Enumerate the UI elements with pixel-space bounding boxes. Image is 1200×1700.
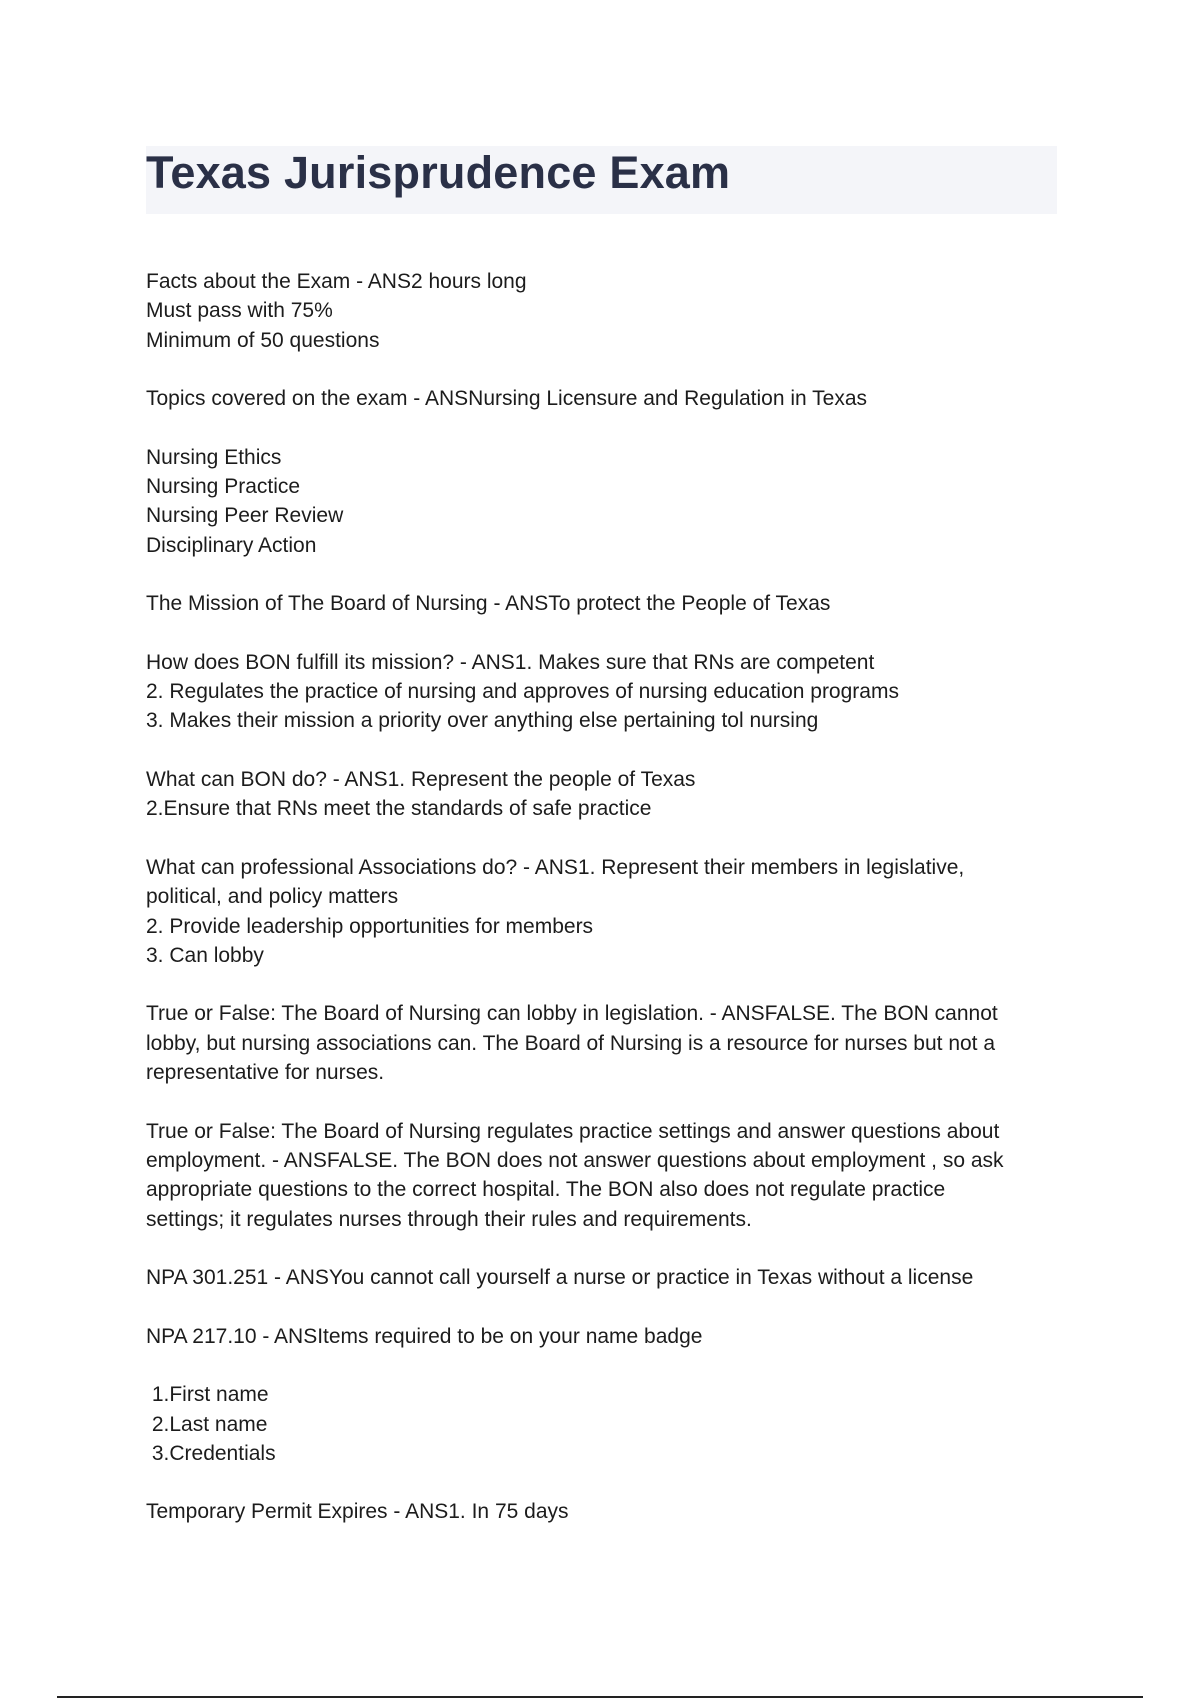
- text-line: 2.Last name: [146, 1412, 268, 1436]
- qa-entry: [146, 267, 1066, 355]
- text-line: Minimum of 50 questions: [146, 328, 380, 352]
- text-line: 2. Provide leadership opportunities for members: [146, 914, 594, 938]
- text-line: 3.Credentials: [146, 1441, 276, 1465]
- text-line: NPA 301.251 - ANSYou cannot call yourself a nurse or practice in Texas without a license: [146, 1266, 974, 1290]
- qa-entry: [146, 765, 1066, 824]
- text-line: NPA 217.10 - ANSItems required to be on your name badge: [146, 1324, 703, 1348]
- text-line: Nursing Ethics: [146, 445, 282, 469]
- text-line: Temporary Permit Expires - ANS1. In 75 days: [146, 1500, 569, 1524]
- qa-entry: [146, 1117, 1066, 1234]
- qa-entry: [146, 589, 1066, 618]
- page-bottom-rule: [57, 1696, 1143, 1698]
- text-line: True or False: The Board of Nursing regulates practice settings and answer questions about: [146, 1119, 1000, 1143]
- text-line: True or False: The Board of Nursing can lobby in legislation. - ANSFALSE. The BON cannot: [146, 1002, 998, 1026]
- qa-entry: [146, 853, 1066, 970]
- text-line: What can professional Associations do? - ANS1. Represent their members in legislative,: [146, 855, 965, 879]
- text-line: political, and policy matters: [146, 885, 399, 909]
- document-title: Texas Jurisprudence Exam: [146, 147, 731, 198]
- qa-entry: [146, 648, 1066, 736]
- text-line: appropriate questions to the correct hospital. The BON also does not regulate practice: [146, 1178, 946, 1202]
- qa-entry: [146, 1380, 1066, 1468]
- text-line: 3. Can lobby: [146, 943, 264, 967]
- text-line: 2.Ensure that RNs meet the standards of safe practice: [146, 797, 652, 821]
- text-line: Facts about the Exam - ANS2 hours long: [146, 270, 527, 293]
- text-line: Topics covered on the exam - ANSNursing Licensure and Regulation in Texas: [146, 387, 868, 411]
- text-line: 3. Makes their mission a priority over anything else pertaining tol nursing: [146, 709, 819, 733]
- text-line: Must pass with 75%: [146, 299, 333, 323]
- text-line: Nursing Practice: [146, 475, 301, 499]
- qa-entry: [146, 384, 1066, 413]
- text-line: How does BON fulfill its mission? - ANS1. Makes sure that RNs are competent: [146, 650, 875, 674]
- text-line: representative for nurses.: [146, 1061, 385, 1085]
- text-line: Nursing Peer Review: [146, 504, 344, 528]
- text-line: lobby, but nursing associations can. The Board of Nursing is a resource for nurses but not a: [146, 1031, 996, 1055]
- document-body: [146, 267, 1066, 1556]
- qa-entry: [146, 1322, 1066, 1351]
- text-line: settings; it regulates nurses through their rules and requirements.: [146, 1207, 752, 1231]
- text-line: 1.First name: [146, 1383, 269, 1407]
- qa-entry: [146, 443, 1066, 560]
- text-line: The Mission of The Board of Nursing - ANSTo protect the People of Texas: [146, 592, 831, 616]
- qa-entry: [146, 1497, 1066, 1526]
- qa-entry: [146, 1263, 1066, 1292]
- text-line: employment. - ANSFALSE. The BON does not answer questions about employment , so ask: [146, 1148, 1004, 1172]
- text-line: 2. Regulates the practice of nursing and approves of nursing education programs: [146, 680, 899, 704]
- text-line: Disciplinary Action: [146, 533, 317, 557]
- qa-entry: [146, 999, 1066, 1087]
- text-line: What can BON do? - ANS1. Represent the people of Texas: [146, 768, 696, 792]
